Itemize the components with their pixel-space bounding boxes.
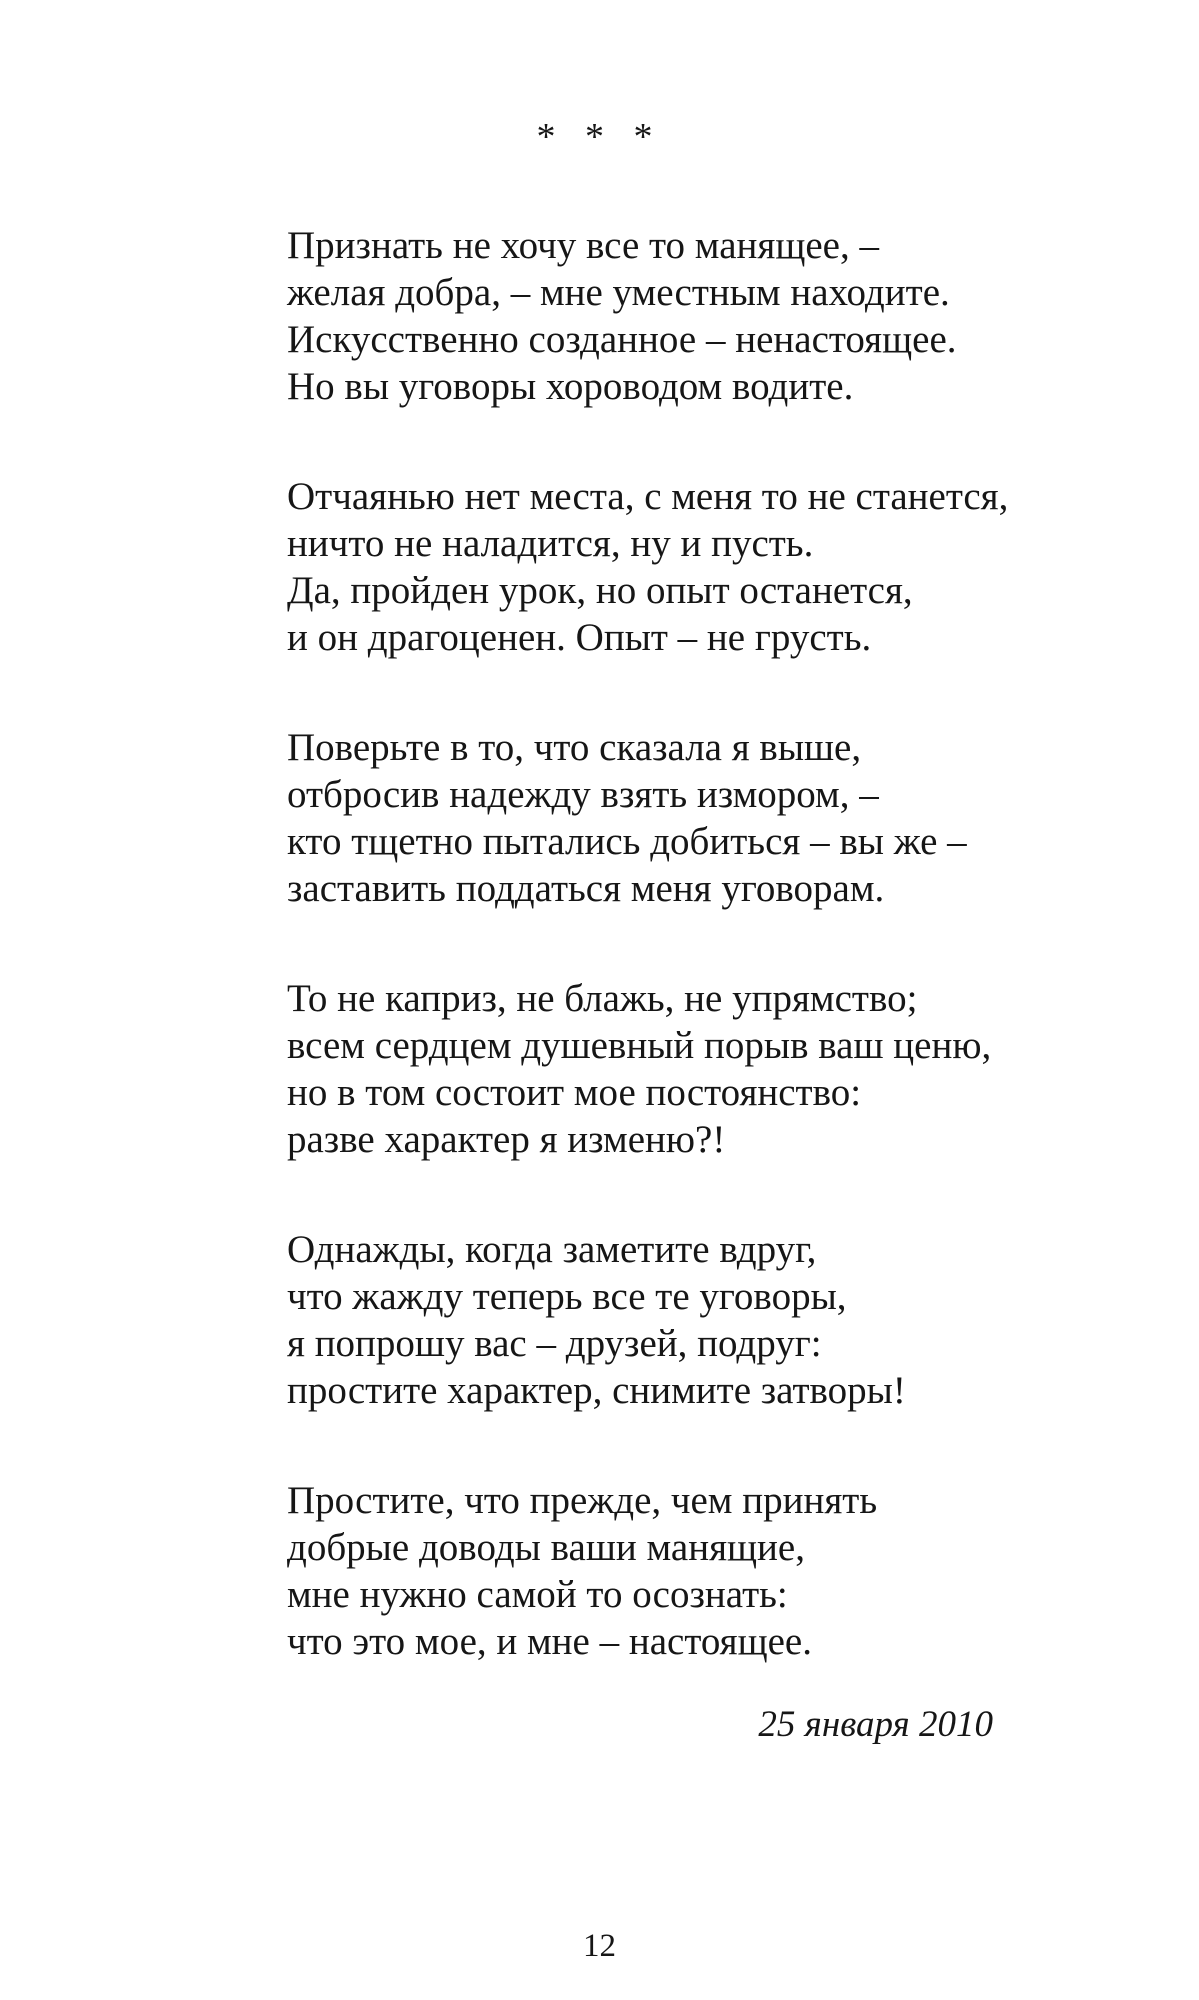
page-number: 12 (583, 1928, 616, 1964)
poem-line: я попрошу вас – друзей, подруг: (287, 1322, 822, 1365)
poem-line: всем сердцем душевный порыв ваш ценю, (287, 1024, 992, 1067)
poem-line: ничто не наладится, ну и пусть. (287, 522, 814, 565)
poem-line: кто тщетно пытались добиться – вы же – (287, 820, 967, 863)
poem-line: Отчаянью нет места, с меня то не станется, (287, 475, 1009, 518)
poem-line: но в том состоит мое постоянство: (287, 1071, 862, 1114)
stanza (287, 222, 1107, 410)
poem-line: простите характер, снимите затворы! (287, 1369, 906, 1412)
poem-line: Искусственно созданное – ненастоящее. (287, 318, 957, 361)
poem-line: Но вы уговоры хороводом водите. (287, 365, 854, 408)
poem-line: мне нужно самой то осознать: (287, 1573, 788, 1616)
poem (287, 222, 1107, 1728)
poem-line: отбросив надежду взять измором, – (287, 773, 879, 816)
poem-line: То не каприз, не блажь, не упрямство; (287, 977, 918, 1020)
poem-line: и он драгоценен. Опыт – не грусть. (287, 616, 872, 659)
stanza (287, 1226, 1107, 1414)
stanza (287, 473, 1107, 661)
poem-line: заставить поддаться меня уговорам. (287, 867, 885, 910)
poem-date: 25 января 2010 (758, 1704, 993, 1745)
poem-line: что это мое, и мне – настоящее. (287, 1620, 812, 1663)
section-separator: * * * (536, 116, 663, 158)
poem-line: Простите, что прежде, чем принять (287, 1479, 878, 1522)
poem-line: Признать не хочу все то манящее, – (287, 224, 879, 267)
poem-line: добрые доводы ваши манящие, (287, 1526, 805, 1569)
poem-line: Однажды, когда заметите вдруг, (287, 1228, 817, 1271)
stanza (287, 975, 1107, 1163)
poem-line: желая добра, – мне уместным находите. (287, 271, 950, 314)
poem-line: разве характер я изменю?! (287, 1118, 726, 1161)
stanza (287, 724, 1107, 912)
stanza (287, 1477, 1107, 1665)
poem-line: Поверьте в то, что сказала я выше, (287, 726, 862, 769)
poem-line: что жажду теперь все те уговоры, (287, 1275, 847, 1318)
poem-line: Да, пройден урок, но опыт останется, (287, 569, 913, 612)
